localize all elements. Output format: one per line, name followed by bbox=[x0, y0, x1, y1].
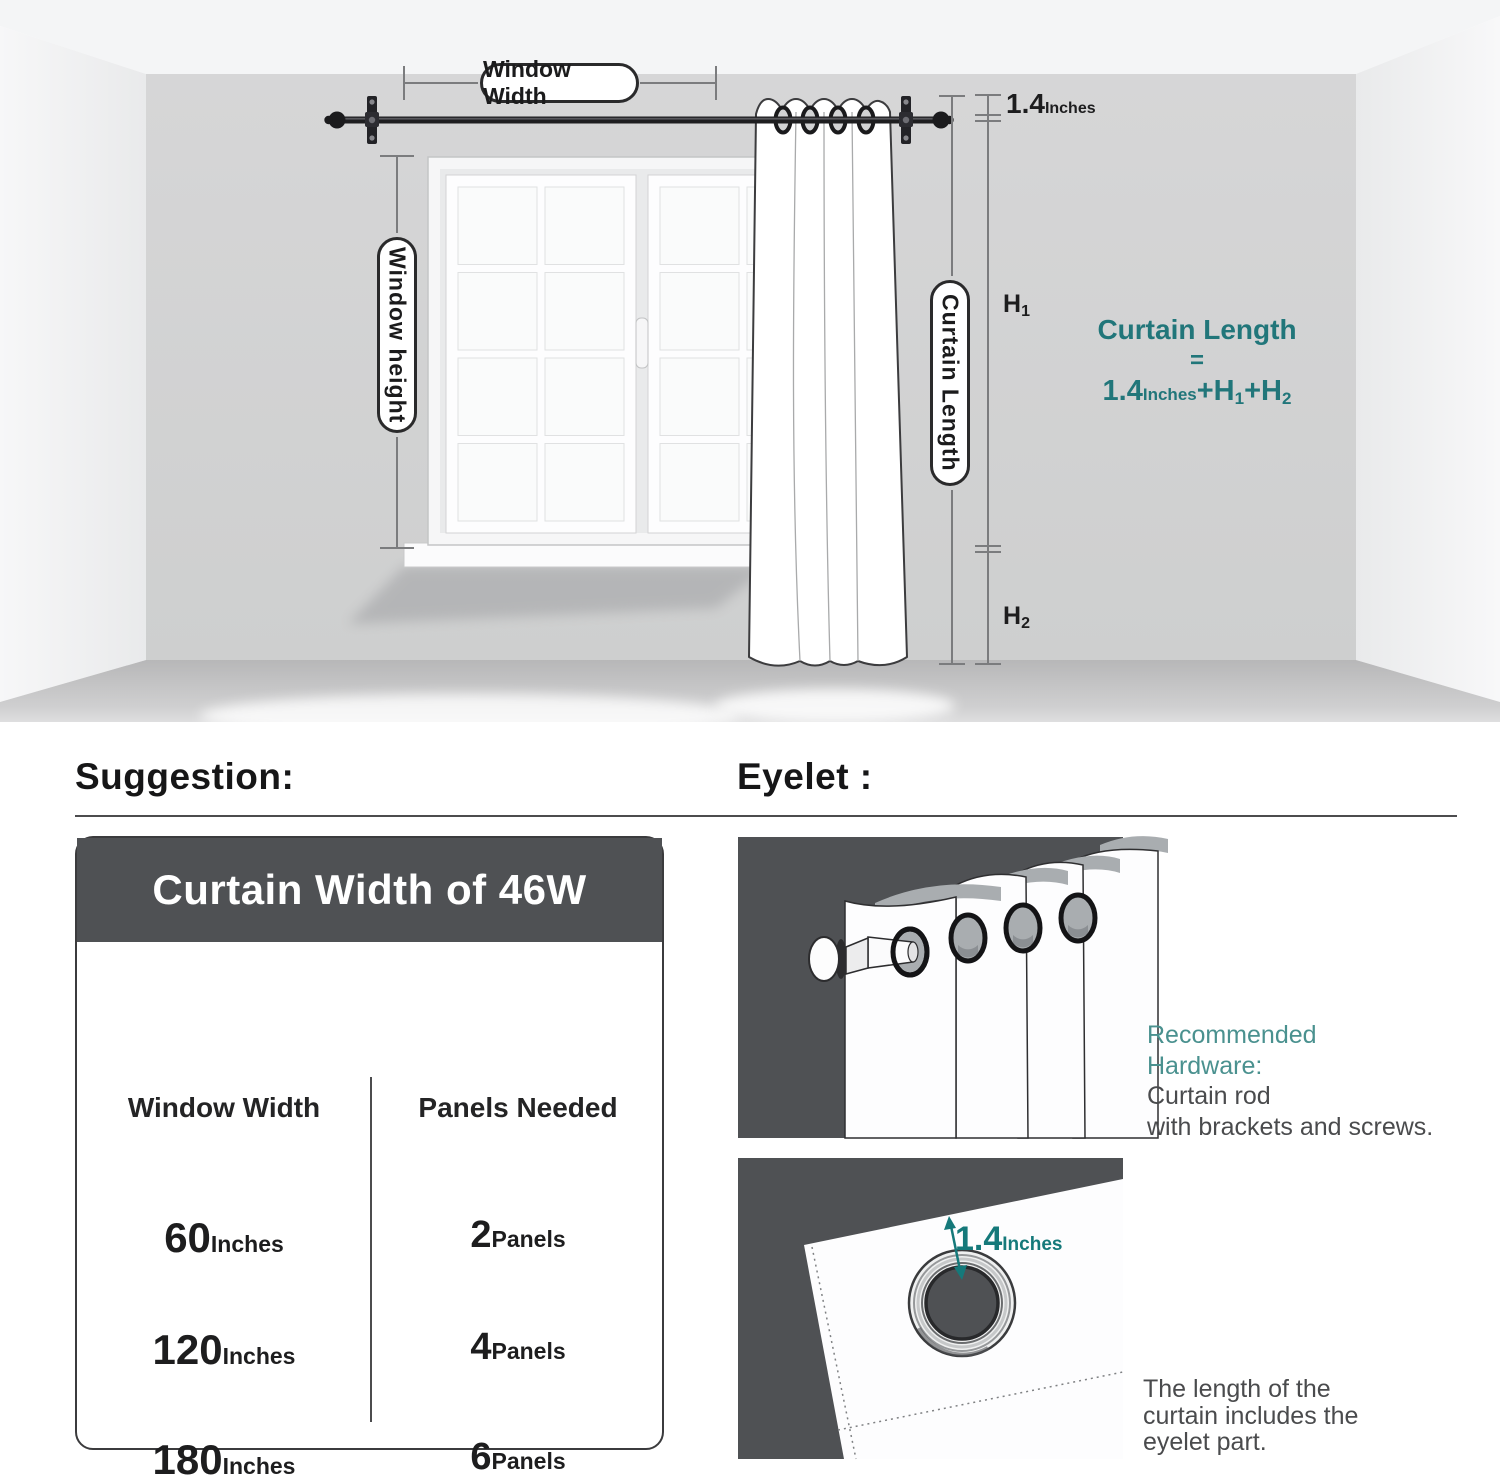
curtain-length-formula bbox=[1078, 316, 1316, 407]
window-sill bbox=[404, 543, 794, 567]
length-note bbox=[1143, 1376, 1358, 1456]
table-cell-panels-2: 4Panels bbox=[470, 1326, 566, 1368]
window-height-label: Window height bbox=[384, 246, 411, 424]
hardware-note-line2: Hardware: bbox=[1147, 1051, 1263, 1080]
grommet-closeup-illustration bbox=[738, 1158, 1123, 1459]
rod-bracket-left bbox=[365, 96, 379, 144]
window-height-pill bbox=[377, 237, 417, 433]
grommet-size-label: 1.4Inches bbox=[955, 1220, 1063, 1258]
hardware-note-line4: with brackets and screws. bbox=[1147, 1112, 1434, 1141]
hardware-note bbox=[1147, 1020, 1433, 1142]
h1-label: H1 bbox=[1003, 290, 1030, 320]
suggestion-heading: Suggestion: bbox=[75, 756, 295, 797]
rod-offset-label: 1.4Inches bbox=[1006, 88, 1096, 119]
formula-expression: 1.4Inches+H1+H2 bbox=[1102, 375, 1292, 408]
table-cell-width-2: 120Inches bbox=[152, 1326, 296, 1373]
window-handle bbox=[636, 318, 648, 368]
rod-bracket-right bbox=[899, 96, 913, 144]
eyelet-heading: Eyelet : bbox=[737, 756, 873, 797]
length-note-line1: The length of the bbox=[1143, 1375, 1331, 1403]
window-left-sash bbox=[446, 175, 636, 533]
window-width-pill bbox=[480, 56, 639, 109]
curtain-length-pill bbox=[930, 280, 970, 486]
hardware-note-line3: Curtain rod bbox=[1147, 1082, 1271, 1110]
length-note-line2: curtain includes the bbox=[1143, 1401, 1359, 1430]
suggestion-card-title: Curtain Width of 46W bbox=[152, 866, 587, 913]
formula-equals: = bbox=[1189, 347, 1204, 374]
column-header-panels-needed: Panels Needed bbox=[418, 1092, 618, 1123]
curtain-length-label: Curtain Length bbox=[937, 294, 964, 472]
table-cell-width-1: 60Inches bbox=[164, 1214, 284, 1261]
table-cell-panels-1: 2Panels bbox=[470, 1214, 566, 1256]
column-header-window-width: Window Width bbox=[127, 1092, 321, 1123]
window-width-label: Window Width bbox=[483, 56, 571, 109]
curtain-panel bbox=[749, 99, 907, 666]
h2-label: H2 bbox=[1003, 602, 1030, 632]
suggestion-card bbox=[75, 836, 664, 1483]
eyelet-rod-illustration bbox=[738, 837, 1123, 1138]
table-cell-width-3: 180Inches bbox=[152, 1436, 296, 1483]
measurement-scene bbox=[0, 0, 1500, 722]
formula-title: Curtain Length bbox=[1097, 314, 1297, 345]
length-note-line3: eyelet part. bbox=[1143, 1428, 1267, 1456]
table-cell-panels-3: 6Panels bbox=[470, 1436, 566, 1478]
suggestion-table bbox=[77, 942, 662, 1483]
suggestion-card-header bbox=[77, 838, 662, 942]
section-divider-rule bbox=[75, 815, 1457, 817]
hardware-note-line1: Recommended bbox=[1147, 1021, 1317, 1049]
